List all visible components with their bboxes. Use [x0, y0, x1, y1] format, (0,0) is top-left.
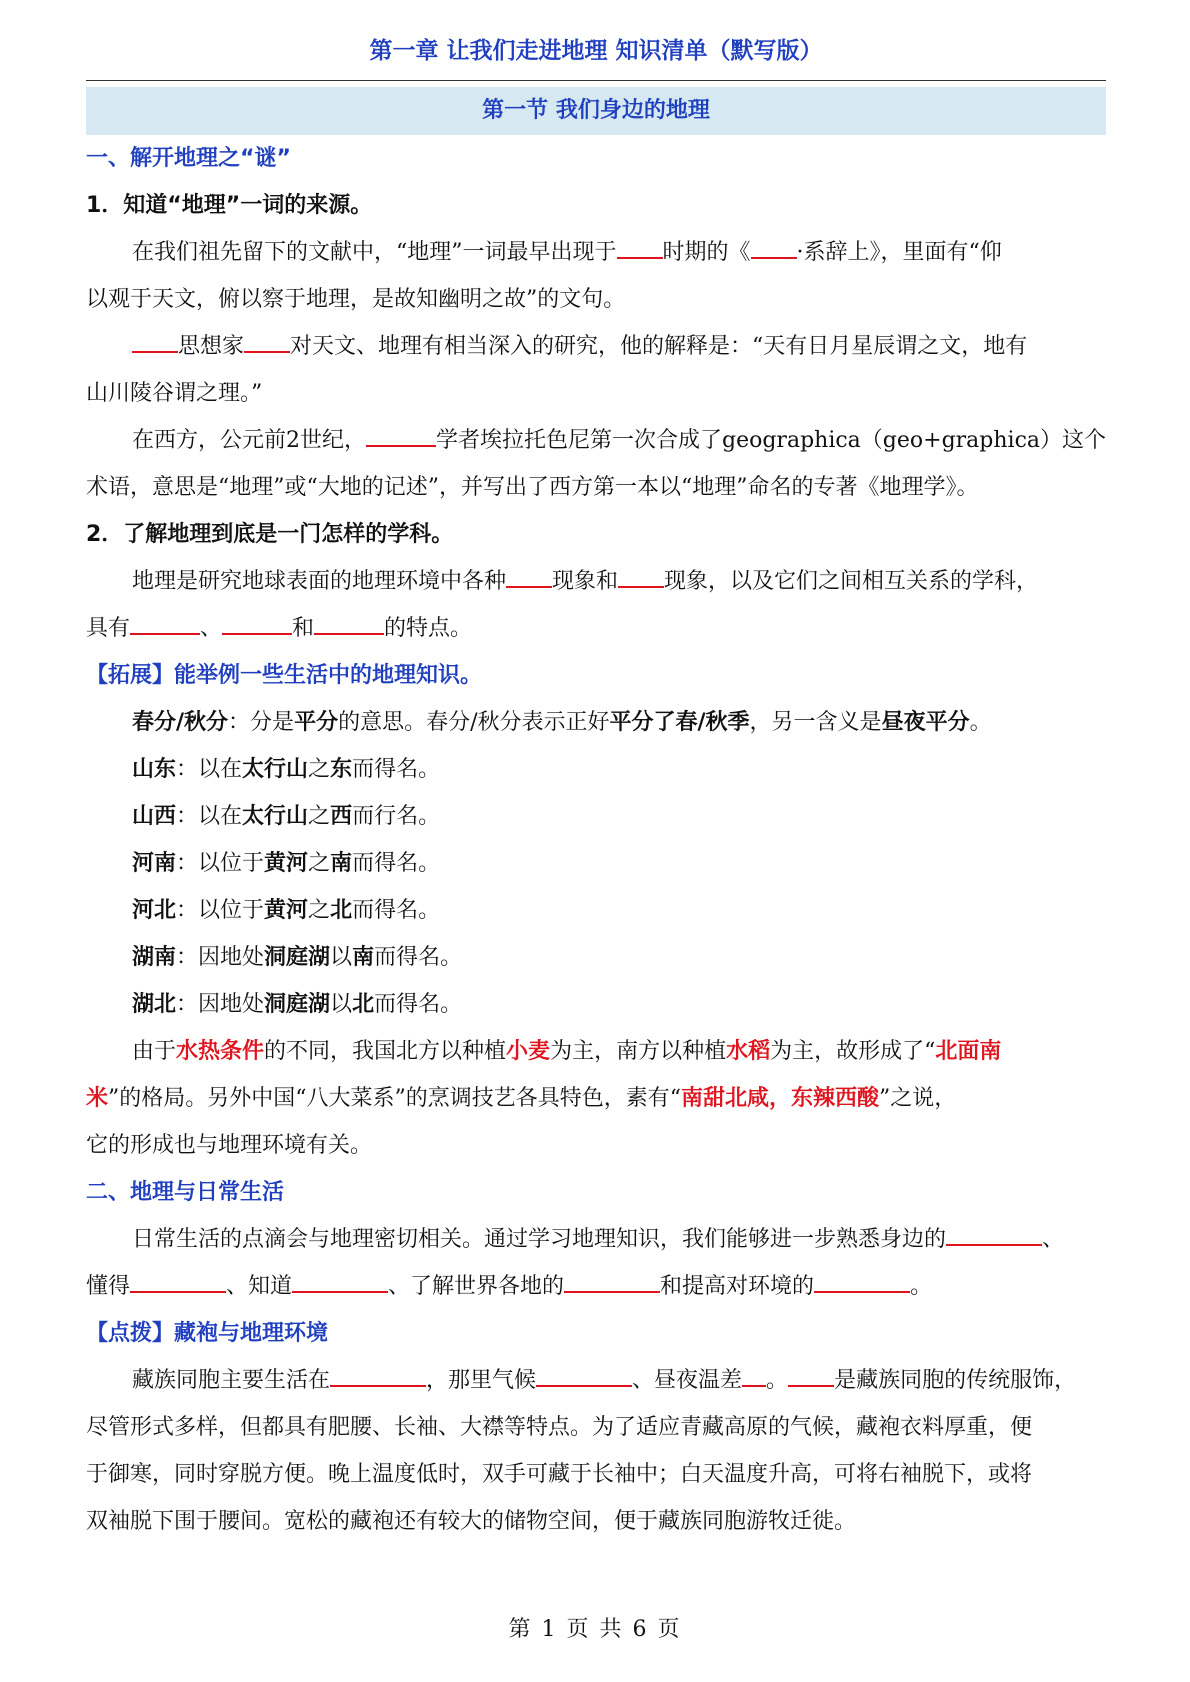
tibetan-robe-line3: 于御寒，同时穿脱方便。晚上温度低时，双手可藏于长袖中；白天温度升高，可将右袖脱下，或将 [86, 1462, 1033, 1487]
paragraph-definition-line1: 地理是研究地球表面的地理环境中各种 现象和 现象，以及它们之间相互关系的学科， [86, 558, 1106, 605]
document-title: 第一章 让我们走进地理 知识清单（默写版） [369, 38, 823, 64]
title-divider [86, 80, 1106, 81]
fill-blank[interactable] [132, 325, 178, 353]
daily-life-line1: 日常生活的点滴会与地理密切相关。通过学习地理知识，我们能够进一步熟悉身边的 、 [86, 1216, 1106, 1263]
fill-blank[interactable] [751, 231, 797, 259]
daily-life-line2: 懂得 、知道 、了解世界各地的 和提高对环境的 。 [86, 1263, 1106, 1310]
fill-blank[interactable] [946, 1218, 1042, 1246]
province-row: 湖南：因地处洞庭湖以南而得名。 [132, 945, 463, 970]
document-page [86, 0, 1106, 1545]
fill-blank[interactable] [244, 325, 290, 353]
fill-blank[interactable] [314, 607, 384, 635]
food-line3: 它的形成也与地理环境有关。 [86, 1133, 373, 1158]
fill-blank[interactable] [536, 1359, 632, 1387]
item1-title: 1．知道“地理”一词的来源。 [86, 193, 373, 218]
item2-title: 2．了解地理到底是一门怎样的学科。 [86, 522, 454, 547]
fill-blank[interactable] [366, 419, 436, 447]
section-title-bar: 第一节 我们身边的地理 [86, 87, 1106, 135]
part2-heading: 二、地理与日常生活 [86, 1180, 285, 1205]
page-footer: 第 1 页 共 6 页 [508, 1617, 682, 1642]
paragraph-definition-line2: 具有 、 和 的特点。 [86, 605, 1106, 652]
fill-blank[interactable] [222, 607, 292, 635]
paragraph-west-line2: 术语，意思是“地理”或“大地的记述”，并写出了西方第一本以“地理”命名的专著《地理学》。 [86, 475, 979, 500]
equinox-line: 春分/秋分：分是平分的意思。春分/秋分表示正好平分了春/秋季，另一含义是昼夜平分。 [132, 710, 992, 735]
province-row: 河南：以位于黄河之南而得名。 [132, 851, 441, 876]
extension-heading: 【拓展】能举例一些生活中的地理知识。 [86, 663, 483, 688]
part1-heading: 一、解开地理之“谜” [86, 146, 291, 171]
tip-heading: 【点拨】藏袍与地理环境 [86, 1321, 329, 1346]
paragraph-thinker-line1: 思想家 对天文、地理有相当深入的研究，他的解释是：“天有日月星辰谓之文，地有 [86, 323, 1106, 370]
fill-blank[interactable] [130, 607, 200, 635]
tibetan-robe-line2: 尽管形式多样，但都具有肥腰、长袖、大襟等特点。为了适应青藏高原的气候，藏袍衣料厚重，便 [86, 1415, 1033, 1440]
fill-blank[interactable] [130, 1265, 226, 1293]
province-row: 山东：以在太行山之东而得名。 [132, 757, 441, 782]
food-line2: 米”的格局。另外中国“八大菜系”的烹调技艺各具特色，素有“南甜北咸，东辣西酸”之说， [86, 1086, 957, 1111]
province-row: 山西：以在太行山之西而行名。 [132, 804, 441, 829]
province-row: 湖北：因地处洞庭湖以北而得名。 [132, 992, 463, 1017]
paragraph-thinker-line2: 山川陵谷谓之理。” [86, 381, 263, 406]
province-row: 河北：以位于黄河之北而得名。 [132, 898, 441, 923]
paragraph-origin-line2: 以观于天文，俯以察于地理，是故知幽明之故”的文句。 [86, 287, 626, 312]
fill-blank[interactable] [564, 1265, 660, 1293]
fill-blank[interactable] [742, 1359, 766, 1387]
province-name-list [86, 746, 1106, 1028]
tibetan-robe-line1: 藏族同胞主要生活在 ，那里气候 、昼夜温差 。 是藏族同胞的传统服饰， [86, 1357, 1106, 1404]
fill-blank[interactable] [814, 1265, 910, 1293]
fill-blank[interactable] [788, 1359, 834, 1387]
fill-blank[interactable] [618, 560, 664, 588]
tibetan-robe-line4: 双袖脱下围于腰间。宽松的藏袍还有较大的储物空间，便于藏族同胞游牧迁徙。 [86, 1509, 857, 1534]
paragraph-west-line1: 在西方，公元前2世纪， 学者埃拉托色尼第一次合成了geographica（geo+graphica）这个 [86, 417, 1106, 464]
food-line1: 由于水热条件的不同，我国北方以种植小麦为主，南方以种植水稻为主，故形成了“北面南 [132, 1039, 1002, 1064]
fill-blank[interactable] [506, 560, 552, 588]
paragraph-origin-line1: 在我们祖先留下的文献中，“地理”一词最早出现于 时期的《 ·系辞上》，里面有“仰 [86, 229, 1106, 276]
fill-blank[interactable] [292, 1265, 388, 1293]
fill-blank[interactable] [330, 1359, 426, 1387]
fill-blank[interactable] [617, 231, 663, 259]
